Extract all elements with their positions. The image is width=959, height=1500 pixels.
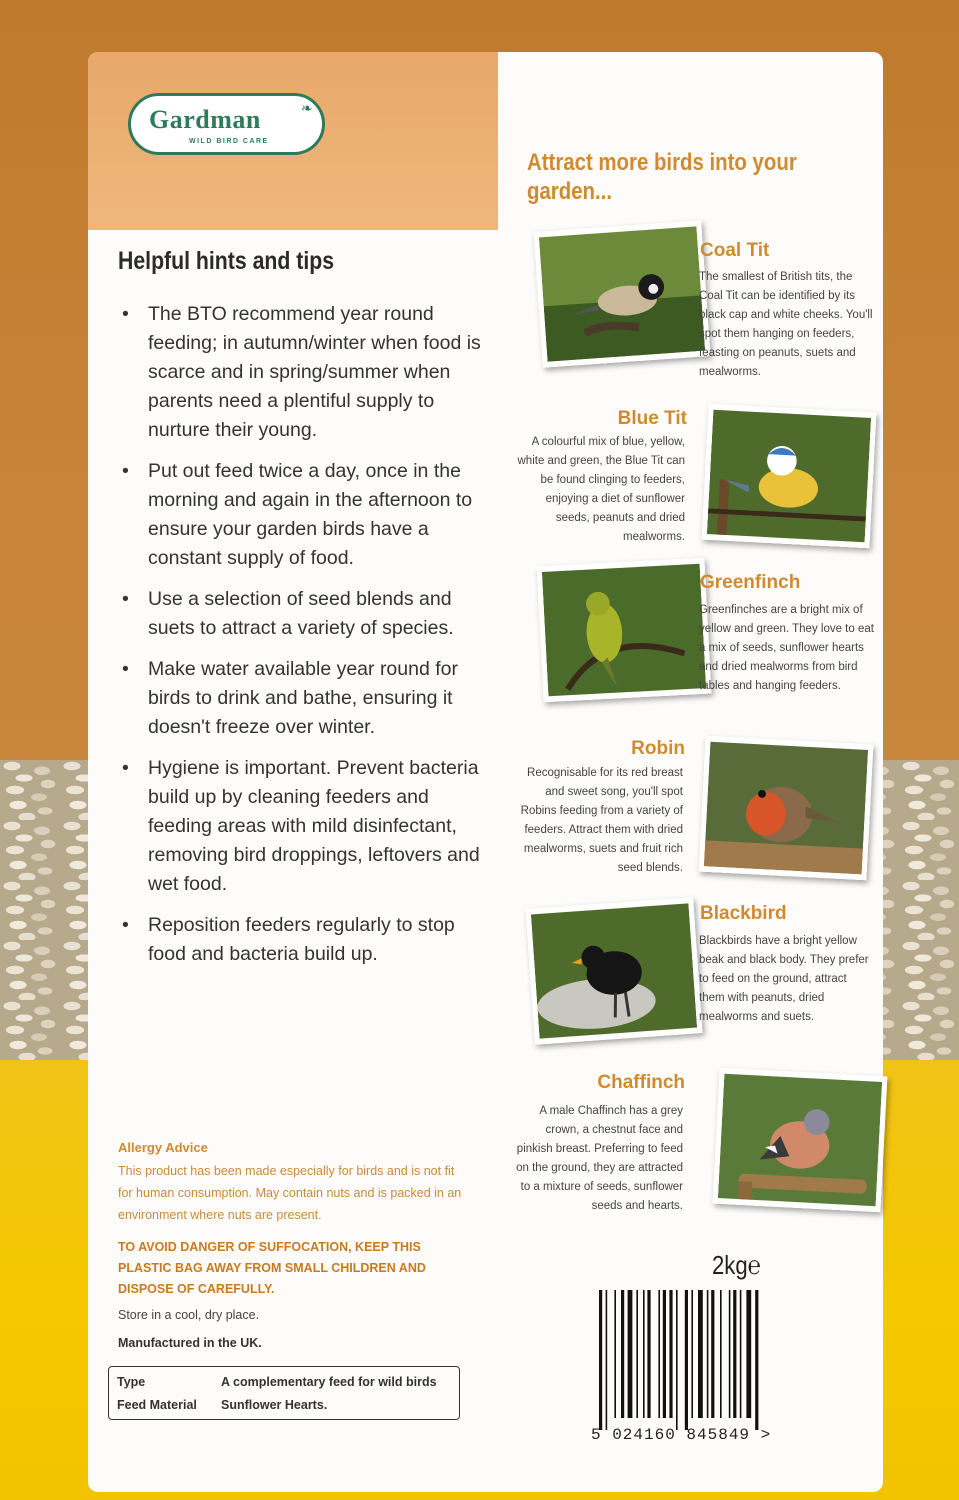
robin-photo (699, 736, 874, 881)
allergy-body: This product has been made especially for birds and is not fit for human consumption. May contain nuts and is packed in an environment where nuts are present. (118, 1164, 462, 1222)
robin-name: Robin (631, 738, 685, 759)
barcode-bar (729, 1290, 731, 1418)
bullet-icon: • (122, 914, 129, 936)
barcode-bar (669, 1290, 672, 1418)
barcode-bar (676, 1290, 678, 1430)
blackbird-name: Blackbird (700, 903, 787, 924)
hint-item: • Put out feed twice a day, once in the morning and again in the afternoon to ensure your garden birds have a constant supply of food. (118, 457, 488, 573)
barcode-bar (636, 1290, 638, 1418)
bullet-icon: • (122, 757, 129, 779)
hint-item: • Make water available year round for birds to drink and bathe, ensuring it doesn't freeze over winter. (118, 655, 488, 742)
brand-tagline: WILD BIRD CARE (189, 138, 269, 145)
hint-item: • Reposition feeders regularly to stop food and bacteria build up. (118, 911, 488, 969)
greenfinch-name: Greenfinch (700, 572, 801, 593)
barcode-bar (711, 1290, 714, 1418)
barcode-bar (647, 1290, 650, 1418)
coal-tit-name: Coal Tit (700, 240, 770, 261)
barcode-bar (685, 1290, 688, 1430)
barcode-bar (733, 1290, 736, 1418)
barcode-bar (691, 1290, 693, 1418)
chaffinch-photo (713, 1068, 888, 1213)
hint-item: • The BTO recommend year round feeding; in autumn/winter when food is scarce and in spring/summer when parents need a plentiful supply to nurture their young. (118, 300, 488, 445)
barcode-bar (663, 1290, 666, 1418)
hints-title: Helpful hints and tips (118, 247, 335, 275)
blue-tit-name: Blue Tit (617, 408, 687, 429)
bullet-icon: • (122, 658, 129, 680)
barcode-bar (707, 1290, 709, 1418)
bullet-icon: • (122, 303, 129, 325)
gardman-logo (128, 93, 325, 155)
suffocation-warning: TO AVOID DANGER OF SUFFOCATION, KEEP THIS PLASTIC BAG AWAY FROM SMALL CHILDREN AND DISPOSE OF CAREFULLY. (118, 1240, 426, 1296)
blackbird-photo (525, 897, 702, 1044)
robin-description: Recognisable for its red breast and sweet song, you'll spot Robins feeding from a variety of feeders. Attract them with dried mealworms, suets and fruit rich seed blends. (520, 767, 683, 874)
storage-text: Store in a cool, dry place. (118, 1308, 260, 1322)
barcode-bar (643, 1290, 645, 1418)
hint-item: • Use a selection of seed blends and suets to attract a variety of species. (118, 585, 488, 643)
chaffinch-name: Chaffinch (597, 1072, 685, 1093)
spec-table (108, 1366, 460, 1420)
net-weight: 2kg℮ (712, 1250, 761, 1280)
allergy-title: Allergy Advice (118, 1140, 208, 1155)
coal-tit-description: The smallest of British tits, the Coal Tit can be identified by its black cap and white cheeks. You'll spot them hanging on feeders, feasting on peanuts, suets and mealworms. (699, 271, 873, 378)
hints-list (118, 300, 488, 981)
barcode-bar (658, 1290, 660, 1418)
greenfinch-photo (537, 558, 712, 703)
barcode-bar (614, 1290, 616, 1418)
barcode-bar (746, 1290, 751, 1418)
barcode (597, 1290, 792, 1430)
barcode-bar (755, 1290, 758, 1430)
barcode-number: 5 024160 845849 > (591, 1426, 772, 1444)
barcode-bar (621, 1290, 624, 1418)
hint-item: • Hygiene is important. Prevent bacteria build up by cleaning feeders and feeding areas with mild disinfectant, removing bird droppings, leftovers and wet food. (118, 754, 488, 899)
barcode-bar (606, 1290, 608, 1430)
bullet-icon: • (122, 460, 129, 482)
barcode-bar (599, 1290, 602, 1430)
barcode-bar (698, 1290, 703, 1418)
barcode-bar (628, 1290, 633, 1418)
barcode-bar (720, 1290, 722, 1418)
manufactured-text: Manufactured in the UK. (118, 1336, 262, 1350)
greenfinch-description: Greenfinches are a bright mix of yellow and green. They love to eat a mix of seeds, sunflower hearts and dried mealworms from bird tables and hanging feeders. (699, 604, 874, 692)
attract-heading: Attract more birds into your garden... (527, 149, 797, 205)
bullet-icon: • (122, 588, 129, 610)
blue-tit-photo (702, 404, 877, 549)
barcode-bar (740, 1290, 742, 1418)
blue-tit-description: A colourful mix of blue, yellow, white and green, the Blue Tit can be found clinging to feeders, enjoying a diet of sunflower seeds, peanuts and dried mealworms. (517, 436, 685, 543)
bird-icon: ❧ (301, 100, 313, 116)
chaffinch-description: A male Chaffinch has a grey crown, a chestnut face and pinkish breast. Preferring to feed on the ground, they are attracted to a mixture of seeds, sunflower seeds and hearts. (516, 1105, 683, 1212)
spec-row: Type A complementary feed for wild birds (117, 1375, 437, 1389)
brand-name: Gardman (149, 105, 261, 134)
spec-row: Feed Material Sunflower Hearts. (117, 1398, 328, 1412)
coal-tit-photo (533, 220, 710, 367)
blackbird-description: Blackbirds have a bright yellow beak and black body. They prefer to feed on the ground, attract them with peanuts, dried mealworms and suets. (699, 935, 869, 1023)
